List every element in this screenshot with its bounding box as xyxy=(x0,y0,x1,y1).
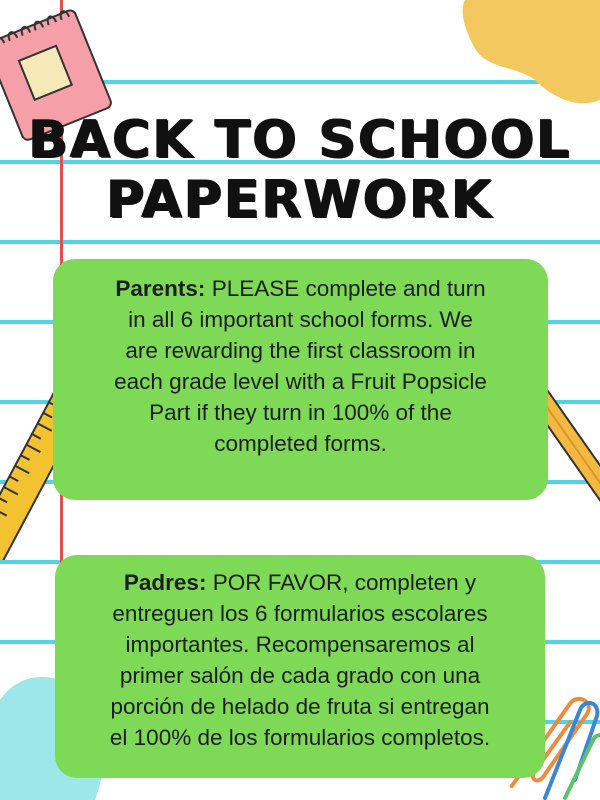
notice-line: primer salón de cada grado con una xyxy=(119,663,481,688)
notice-line: completed forms. xyxy=(214,431,387,456)
padres-label: Padres: xyxy=(123,570,207,595)
notice-line: Padres: POR FAVOR, completen y xyxy=(123,570,477,595)
spanish-notice-card xyxy=(55,555,545,778)
notice-line: entreguen los 6 formularios escolares xyxy=(112,601,488,626)
parents-label: Parents: xyxy=(115,276,206,301)
notice-line: Part if they turn in 100% of the xyxy=(149,400,452,425)
yellow-blob-decoration xyxy=(455,0,600,110)
notice-line: in all 6 important school forms. We xyxy=(128,307,473,332)
notice-line: importantes. Recompensaremos al xyxy=(125,632,475,657)
notice-line: porción de helado de fruta si entregan xyxy=(110,694,490,719)
page-title-line-1: BACK TO SCHOOL xyxy=(28,110,572,170)
notice-line: el 100% de los formularios completos. xyxy=(109,725,491,750)
ruled-line xyxy=(0,240,600,244)
notice-line: are rewarding the first classroom in xyxy=(125,338,476,363)
page-title-line-2: PAPERWORK xyxy=(106,170,494,230)
notice-line: each grade level with a Fruit Popsicle xyxy=(114,369,487,394)
notice-line: Parents: PLEASE complete and turn xyxy=(115,276,486,301)
pencil-icon xyxy=(540,375,600,505)
english-notice-card xyxy=(53,259,548,500)
